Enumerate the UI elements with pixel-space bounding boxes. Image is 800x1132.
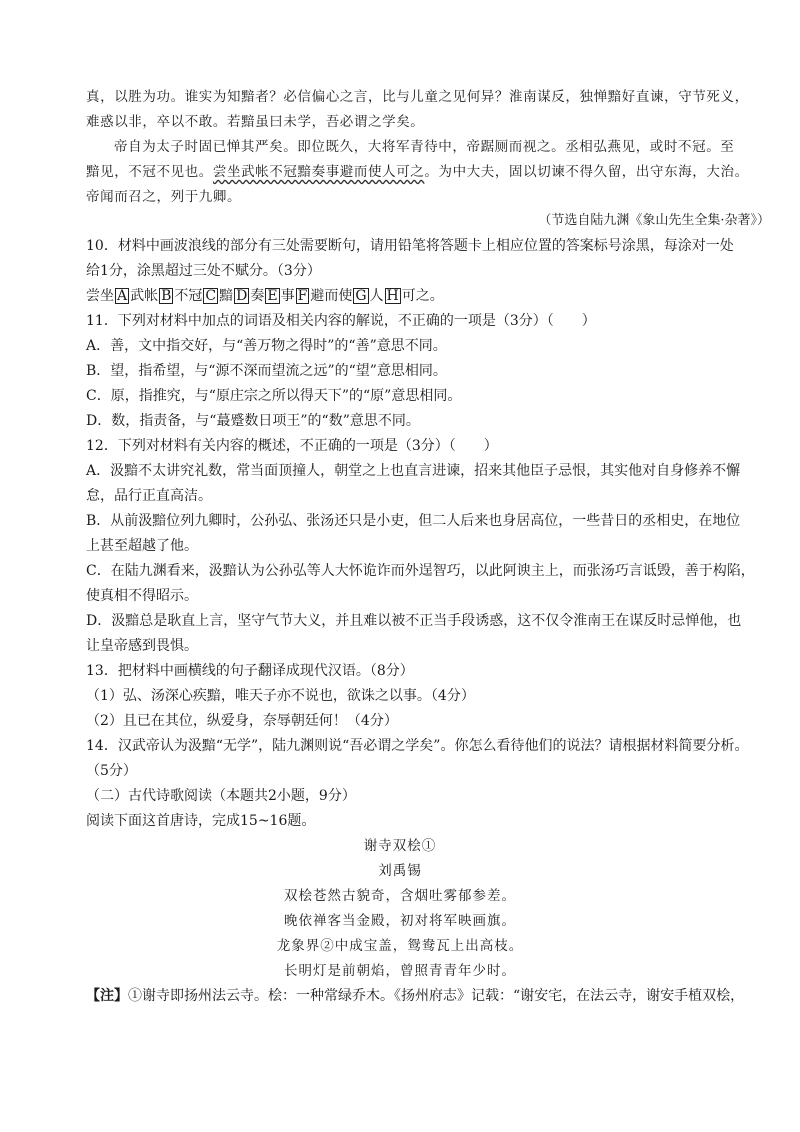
q10-mark-b[interactable]: B xyxy=(161,288,172,304)
q10-mark-d[interactable]: D xyxy=(236,288,248,304)
q13-sentence-2: （2）且已在其位，纵爱身，奈辱朝廷何！（4分） xyxy=(86,713,398,729)
q12-option-b-line-2: 上甚至超越了他。 xyxy=(86,538,198,554)
poem-line-4: 长明灯是前朝焰，曾照青青年少时。 xyxy=(284,963,516,979)
passage-line-3: 帝自为太子时固已惮其严矣。即位既久，大将军青待中，帝踞厕而视之。丞相弘燕见，或时不冠。至 xyxy=(114,139,735,155)
q10-mark-a[interactable]: A xyxy=(117,288,128,304)
section-instruction: 阅读下面这首唐诗，完成15~16题。 xyxy=(86,813,316,829)
q10-text-segment: 避而使 xyxy=(310,288,353,304)
section-title: （二）古代诗歌阅读（本题共2小题，9分） xyxy=(86,788,356,804)
note-text: ①谢寺即扬州法云寺。桧：一种常绿乔木。《扬州府志》记载：“谢安宅，在法云寺，谢安手植双桧， xyxy=(128,988,745,1004)
poem-line-3: 龙象界②中成宝盖，鸳鸯瓦上出高枝。 xyxy=(276,938,524,954)
q11-option-a: A．善，文中指交好，与“善万物之得时”的“善”意思不同。 xyxy=(86,338,447,354)
q12-option-c-line-1: C．在陆九渊看来，汲黯认为公孙弘等人大怀诡诈而外逞智巧，以此阿谀主上，而张汤巧言诋毁，善于构陷， xyxy=(86,563,755,579)
q13-stem: 13．把材料中画横线的句子翻译成现代汉语。（8分） xyxy=(86,663,414,679)
poem-title: 谢寺双桧① xyxy=(363,838,437,854)
q10-mark-f[interactable]: F xyxy=(297,288,308,304)
q10-mark-e[interactable]: E xyxy=(267,288,278,304)
passage-line-1: 真，以胜为功。谁实为知黯者？必信偏心之言，比与儿童之见何异？淮南谋反，独惮黯好直谏，守节死义， xyxy=(86,89,749,105)
passage-line-4-pre: 黯见，不冠不见也。 xyxy=(86,164,213,180)
q11-stem: 11．下列对材料中加点的词语及相关内容的解说，不正确的一项是（3分）（ ） xyxy=(86,313,596,329)
passage-line-4 xyxy=(86,162,749,182)
passage-source: （节选自陆九渊《象山先生全集·杂著》） xyxy=(538,213,770,228)
q12-option-d-line-1: D．汲黯总是耿直上言，坚守气节大义，并且难以被不正当手段诱惑，这不仅令淮南王在谋反时忌惮他，也 xyxy=(86,613,742,629)
passage-line-2: 难惑以非，卒以不敢。若黯虽曰未学，吾必谓之学矣。 xyxy=(86,114,425,130)
note-label: 【注】 xyxy=(86,988,128,1004)
poem-line-2: 晚依禅客当金殿，初对将军映画旗。 xyxy=(284,913,516,929)
q11-option-c: C．原，指推究，与“原庄宗之所以得天下”的“原”意思相同。 xyxy=(86,388,462,404)
q14-line-1: 14．汉武帝认为汲黯“无学”，陆九渊则说“吾必谓之学矣”。你怎么看待他们的说法？请根据材料简要分析。 xyxy=(86,738,749,754)
poem-note xyxy=(86,986,744,1006)
passage-line-5: 帝闻而召之，列于九卿。 xyxy=(86,189,242,205)
q10-mark-g[interactable]: G xyxy=(355,288,367,304)
poem-author: 刘禹锡 xyxy=(378,863,422,879)
q13-sentence-1: （1）弘、汤深心疾黯，唯天子亦不说也，欲诛之以事。（4分） xyxy=(86,688,475,704)
q12-option-d-line-2: 让皇帝感到畏惧。 xyxy=(86,638,198,654)
q12-option-b-line-1: B．从前汲黯位列九卿时，公孙弘、张汤还只是小吏，但二人后来也身居高位，一些昔日的丞相史，在地位 xyxy=(86,513,741,529)
q12-option-c-line-2: 使真相不得昭示。 xyxy=(86,588,198,604)
q10-text-segment: 不冠 xyxy=(174,288,203,304)
q11-option-d: D．数，指责备，与“蕞蹙数日项王”的“数”意思不同。 xyxy=(86,413,420,429)
q10-text-segment: 黯 xyxy=(219,288,234,304)
q10-line-2: 给1分，涂黑超过三处不赋分。（3分） xyxy=(86,263,321,279)
q12-option-a-line-2: 怠，品行正直高洁。 xyxy=(86,488,212,504)
q12-stem: 12．下列对材料有关内容的概述，不正确的一项是（3分）（ ） xyxy=(86,438,498,454)
q10-line-1: 10．材料中画波浪线的部分有三处需要断句，请用铅笔将答题卡上相应位置的答案标号涂黑，每涂对一处 xyxy=(86,238,734,254)
q10-mark-h[interactable]: H xyxy=(386,288,399,304)
q10-options xyxy=(86,286,444,306)
q10-text-segment: 尝坐 xyxy=(86,288,114,304)
q10-text-segment: 可之。 xyxy=(401,288,444,304)
q10-text-segment: 事 xyxy=(280,288,295,304)
wavy-underlined-sentence: 尝坐武帐不冠黯奏事避而使人可之 xyxy=(212,164,425,180)
q10-text-segment: 人 xyxy=(369,288,384,304)
q14-line-2: （5分） xyxy=(86,763,137,779)
q12-option-a-line-1: A．汲黯不太讲究礼数，常当面顶撞人，朝堂之上也直言进谏，招来其他臣子忌恨，其实他对自身修养不懈 xyxy=(86,463,741,479)
q11-option-b: B．望，指希望，与“源不深而望流之远”的“望”意思相同。 xyxy=(86,363,447,379)
passage-line-4-post: 。为中大夫，固以切谏不得久留，出守东海，大治。 xyxy=(424,164,749,180)
q10-mark-c[interactable]: C xyxy=(205,288,217,304)
q10-text-segment: 奏 xyxy=(250,288,265,304)
q10-text-segment: 武帐 xyxy=(130,288,159,304)
poem-line-1: 双桧苍然古貌奇，含烟吐雾郁参差。 xyxy=(284,888,516,904)
